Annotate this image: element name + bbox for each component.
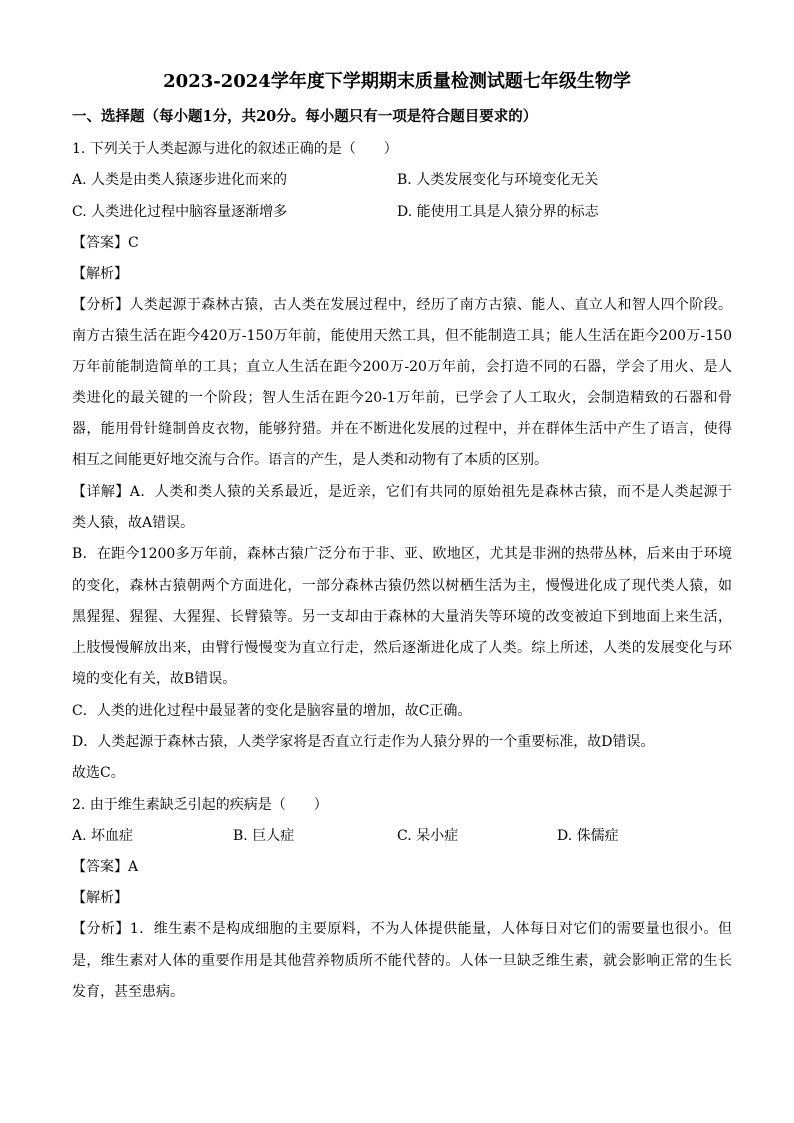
question-2-stem: 2. 由于维生素缺乏引起的疾病是（ ） [72,797,328,813]
question-1-detail-line: C．人类的进化过程中最显著的变化是脑容量的增加，故C正确。 [72,703,472,719]
question-1-analysis-line: 南方古猿生活在距今420万-150万年前，能使用天然工具，但不能制造工具；能人生活在距今200万-150 [72,328,732,344]
question-1-detail-line: 类人猿，故A错误。 [72,515,195,531]
question-1-option-c: C. 人类进化过程中脑容量逐渐增多 [72,204,288,220]
question-1-stem: 1. 下列关于人类起源与进化的叙述正确的是（ ） [72,141,398,157]
question-1-option-d: D. 能使用工具是人猿分界的标志 [397,204,599,220]
question-2-option-c: C. 呆小症 [397,828,459,844]
question-2-option-d: D. 侏儒症 [557,828,619,844]
question-2-option-b: B. 巨人症 [233,828,295,844]
page-title: 2023-2024学年度下学期期末质量检测试题七年级生物学 [163,71,631,92]
question-1-analysis-line: 万年前能制造简单的工具；直立人生活在距今200万-20万年前，会打造不同的石器，学会了用火、是人 [72,359,732,375]
question-1-conclusion: 故选C。 [72,765,125,781]
question-1-option-b: B. 人类发展变化与环境变化无关 [397,172,599,188]
question-2-option-a: A. 坏血症 [72,828,134,844]
question-1-detail-line: D．人类起源于森林古猿，人类学家将是否直立行走作为人猿分界的一个重要标准，故D错误。 [72,734,655,750]
question-2-analysis-line: 是，维生素对人体的重要作用是其他营养物质所不能代替的。人体一旦缺乏维生素，就会影响正常的生长 [72,953,732,969]
question-2-answer: 【答案】A [72,859,139,875]
question-1-option-a: A. 人类是由类人猿逐步进化而来的 [72,172,288,188]
question-1-detail-line: B．在距今1200多万年前，森林古猿广泛分布于非、亚、欧地区，尤其是非洲的热带丛林，后来由于环境 [72,546,732,562]
question-1-detail-line: 【详解】A．人类和类人猿的关系最近，是近亲，它们有共同的原始祖先是森林古猿，而不是人类起源于 [72,484,732,500]
question-1-detail-line: 上肢慢慢解放出来，由臂行慢慢变为直立行走，然后逐渐进化成了人类。综上所述，人类的发展变化与环 [72,640,732,656]
question-1-answer: 【答案】C [72,235,139,251]
question-1-detail-line: 黑猩猩、猩猩、大猩猩、长臂猿等。另一支却由于森林的大量消失等环境的改变被迫下到地面上来生活， [72,609,732,625]
question-1-detail-line: 境的变化有关，故B错误。 [72,671,237,687]
question-2-jiexi-label: 【解析】 [72,890,128,906]
question-1-detail-line: 的变化，森林古猿朝两个方面进化，一部分森林古猿仍然以树栖生活为主，慢慢进化成了现代类人猿，如 [72,578,732,594]
section-heading: 一、选择题（每小题1分，共20分。每小题只有一项是符合题目要求的） [72,108,538,125]
question-1-analysis-line: 【分析】人类起源于森林古猿，古人类在发展过程中，经历了南方古猿、能人、直立人和智人四个阶段。 [72,297,732,313]
question-2-analysis-line: 【分析】1．维生素不是构成细胞的主要原料，不为人体提供能量，人体每日对它们的需要量也很小。但 [72,921,732,937]
question-1-analysis-line: 相互之间能更好地交流与合作。语言的产生，是人类和动物有了本质的区别。 [72,452,548,468]
question-2-analysis-line: 发育，甚至患病。 [72,984,184,1000]
question-1-jiexi-label: 【解析】 [72,266,128,282]
question-1-analysis-line: 类进化的最关键的一个阶段；智人生活在距今20-1万年前，已学会了人工取火，会制造精致的石器和骨 [72,390,732,406]
question-1-analysis-line: 器，能用骨针缝制兽皮衣物，能够狩猎。并在不断进化发展的过程中，并在群体生活中产生了语言，使得 [72,421,732,437]
